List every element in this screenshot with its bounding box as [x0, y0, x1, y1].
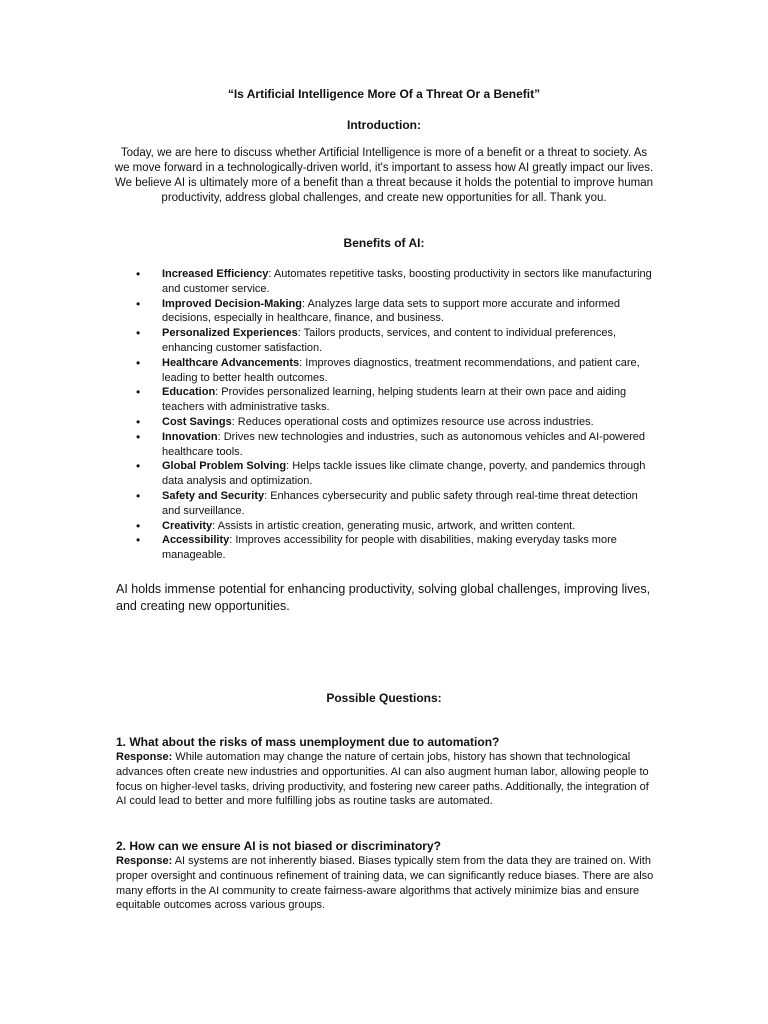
- bullet-icon: •: [136, 414, 141, 429]
- benefit-name: Increased Efficiency: [162, 268, 269, 280]
- benefits-heading: Benefits of AI:: [343, 236, 425, 250]
- bullet-icon: •: [136, 533, 141, 548]
- bullet-icon: •: [136, 296, 141, 311]
- response-text: AI systems are not inherently biased. Biases typically stem from the data they are trained on. With proper oversight and continuous refinement of training data, we can significantly reduce biases. There are also many efforts in the AI community to create fairness-aware algorithms that actively minimize bias and ensure equitable outcomes across various groups.: [116, 855, 654, 912]
- benefit-name: Innovation: [162, 430, 218, 443]
- questions-heading: Possible Questions:: [326, 691, 442, 705]
- response-text: While automation may change the nature of certain jobs, history has shown that technological advances often create new industries and opportunities. AI can also augment human labor, allowing people to focus on higher-level tasks, driving productivity, and fostering new career paths. Additionally, the integration of AI could lead to better and more fulfilling jobs as routine tasks are automated.: [116, 751, 649, 808]
- benefit-name: Creativity: [162, 519, 213, 532]
- benefit-text: : Tailors products, services, and content to individual preferences, enhancing customer satisfaction.: [162, 327, 617, 354]
- summary-paragraph: AI holds immense potential for enhancing productivity, solving global challenges, improving lives, and creating new opportunities.: [116, 582, 651, 613]
- list-item: [136, 385, 656, 415]
- bullet-icon: •: [136, 488, 141, 503]
- list-item: [136, 297, 656, 327]
- benefit-text: : Analyzes large data sets to support more accurate and informed decisions, especially in healthcare, finance, and business.: [162, 297, 620, 325]
- benefit-text: : Reduces operational costs and optimizes resource use across industries.: [231, 415, 594, 428]
- benefit-text: : Assists in artistic creation, generating music, artwork, and written content.: [212, 519, 576, 532]
- benefit-name: Healthcare Advancements: [162, 356, 300, 369]
- benefit-text: : Helps tackle issues like climate change, poverty, and pandemics through data analysis and optimization.: [162, 460, 646, 488]
- question-block: [116, 734, 656, 809]
- list-item: [136, 430, 656, 460]
- benefit-name: Global Problem Solving: [162, 460, 287, 473]
- bullet-icon: •: [136, 326, 141, 341]
- list-item: [136, 533, 656, 563]
- benefit-text: : Enhances cybersecurity and public safety through real-time threat detection and surveillance.: [162, 489, 638, 517]
- document-title: “Is Artificial Intelligence More Of a Threat Or a Benefit”: [227, 87, 541, 101]
- bullet-icon: •: [136, 429, 141, 444]
- list-item: [136, 267, 656, 297]
- benefit-name: Cost Savings: [162, 415, 232, 428]
- response-label: Response:: [116, 751, 173, 763]
- question-block: [116, 838, 656, 913]
- benefit-name: Accessibility: [162, 534, 230, 547]
- question-title: 2. How can we ensure AI is not biased or discriminatory?: [116, 839, 441, 853]
- response-paragraph: [116, 750, 656, 809]
- bullet-icon: •: [136, 518, 141, 533]
- benefit-name: Safety and Security: [162, 489, 265, 502]
- list-item: [136, 489, 656, 519]
- bullet-icon: •: [136, 385, 141, 400]
- benefit-name: Education: [162, 386, 216, 399]
- benefit-text: : Improves diagnostics, treatment recommendations, and patient care, leading to better health outcomes.: [162, 356, 640, 384]
- benefits-list: [136, 267, 656, 563]
- benefit-text: : Provides personalized learning, helping students learn at their own pace and aiding teachers with administrative tasks.: [162, 386, 627, 414]
- benefit-name: Improved Decision-Making: [162, 297, 302, 310]
- bullet-icon: •: [136, 355, 141, 370]
- response-paragraph: [116, 854, 656, 913]
- benefit-text: : Automates repetitive tasks, boosting productivity in sectors like manufacturing and customer service.: [162, 268, 652, 295]
- bullet-icon: •: [136, 459, 141, 474]
- list-item: [136, 415, 656, 430]
- question-title: 1. What about the risks of mass unemployment due to automation?: [116, 735, 500, 749]
- list-item: [136, 356, 656, 386]
- list-item: [136, 519, 656, 534]
- benefit-text: : Drives new technologies and industries, such as autonomous vehicles and AI-powered healthcare tools.: [162, 430, 646, 458]
- response-label: Response:: [116, 855, 173, 867]
- benefit-name: Personalized Experiences: [162, 327, 298, 340]
- list-item: [136, 459, 656, 489]
- introduction-paragraph: Today, we are here to discuss whether Artificial Intelligence is more of a benefit or a threat to society. As we move forward in a technologically-driven world, it's important to assess how AI greatly impact our lives. We believe AI is ultimately more of a benefit than a threat because it holds the potential to improve human productivity, address global challenges, and create new opportunities for all. Thank you.: [114, 147, 654, 204]
- list-item: [136, 326, 656, 356]
- benefit-text: : Improves accessibility for people with disabilities, making everyday tasks more manageable.: [162, 534, 617, 562]
- introduction-heading: Introduction:: [347, 118, 421, 132]
- bullet-icon: •: [136, 267, 141, 281]
